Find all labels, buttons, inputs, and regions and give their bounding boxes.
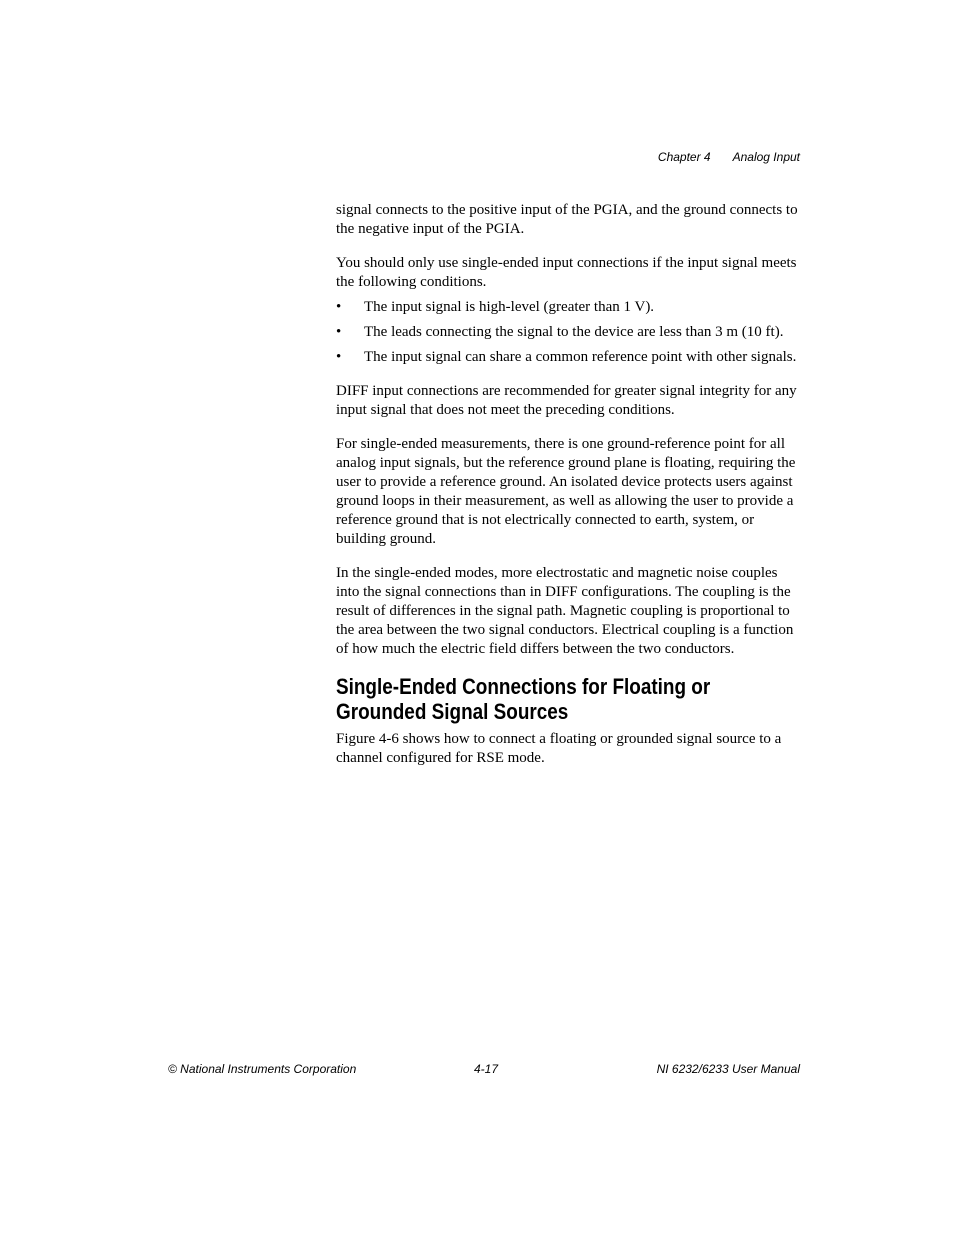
list-item-text: The input signal can share a common reference point with other signals. [364, 349, 797, 365]
bullet-icon: • [336, 349, 342, 365]
header-chapter: Chapter 4 [657, 150, 711, 164]
list-item [336, 348, 802, 367]
paragraph-diff-recommendation: DIFF input connections are recommended for greater signal integrity for any input signal that does not meet the preceding conditions. [336, 383, 797, 418]
header-section-title: Analog Input [732, 150, 800, 164]
list-item [336, 298, 802, 317]
list-item-text: The leads connecting the signal to the device are less than 3 m (10 ft). [364, 324, 784, 340]
paragraph-single-ended-conditions: You should only use single-ended input connections if the input signal meets the following conditions. [336, 255, 797, 290]
conditions-list [336, 298, 802, 367]
bullet-icon: • [336, 324, 342, 340]
list-item [336, 323, 802, 342]
page-body [336, 201, 802, 783]
footer-page-number: 4-17 [474, 1062, 499, 1076]
paragraph-pgia-connection: signal connects to the positive input of the PGIA, and the ground connects to the negative input of the PGIA. [336, 202, 798, 237]
running-header [658, 150, 800, 164]
footer-copyright: © National Instruments Corporation [168, 1062, 357, 1076]
list-item-text: The input signal is high-level (greater than 1 V). [364, 299, 655, 315]
section-heading: Single-Ended Connections for Floating or Grounded Signal Sources [336, 674, 711, 724]
bullet-icon: • [336, 299, 342, 315]
paragraph-noise-coupling: In the single-ended modes, more electrostatic and magnetic noise couples into the signal connections than in DIFF configurations. The coupling is the result of differences in the signal path. Magnetic coupling is proportional to the area between the two signal conductors. Electrical coupling is a function of how much the electric field differs between the two conductors. [336, 565, 794, 657]
paragraph-ground-reference: For single-ended measurements, there is one ground-reference point for all analog input signals, but the reference ground plane is floating, requiring the user to provide a reference ground. An isolated device protects users against ground loops in their measurement, as well as allowing the user to provide a reference ground that is not electrically connected to earth, system, or building ground. [336, 436, 796, 547]
footer-manual-title: NI 6232/6233 User Manual [656, 1062, 800, 1076]
paragraph-figure-reference: Figure 4-6 shows how to connect a floating or grounded signal source to a channel configured for RSE mode. [336, 731, 782, 766]
